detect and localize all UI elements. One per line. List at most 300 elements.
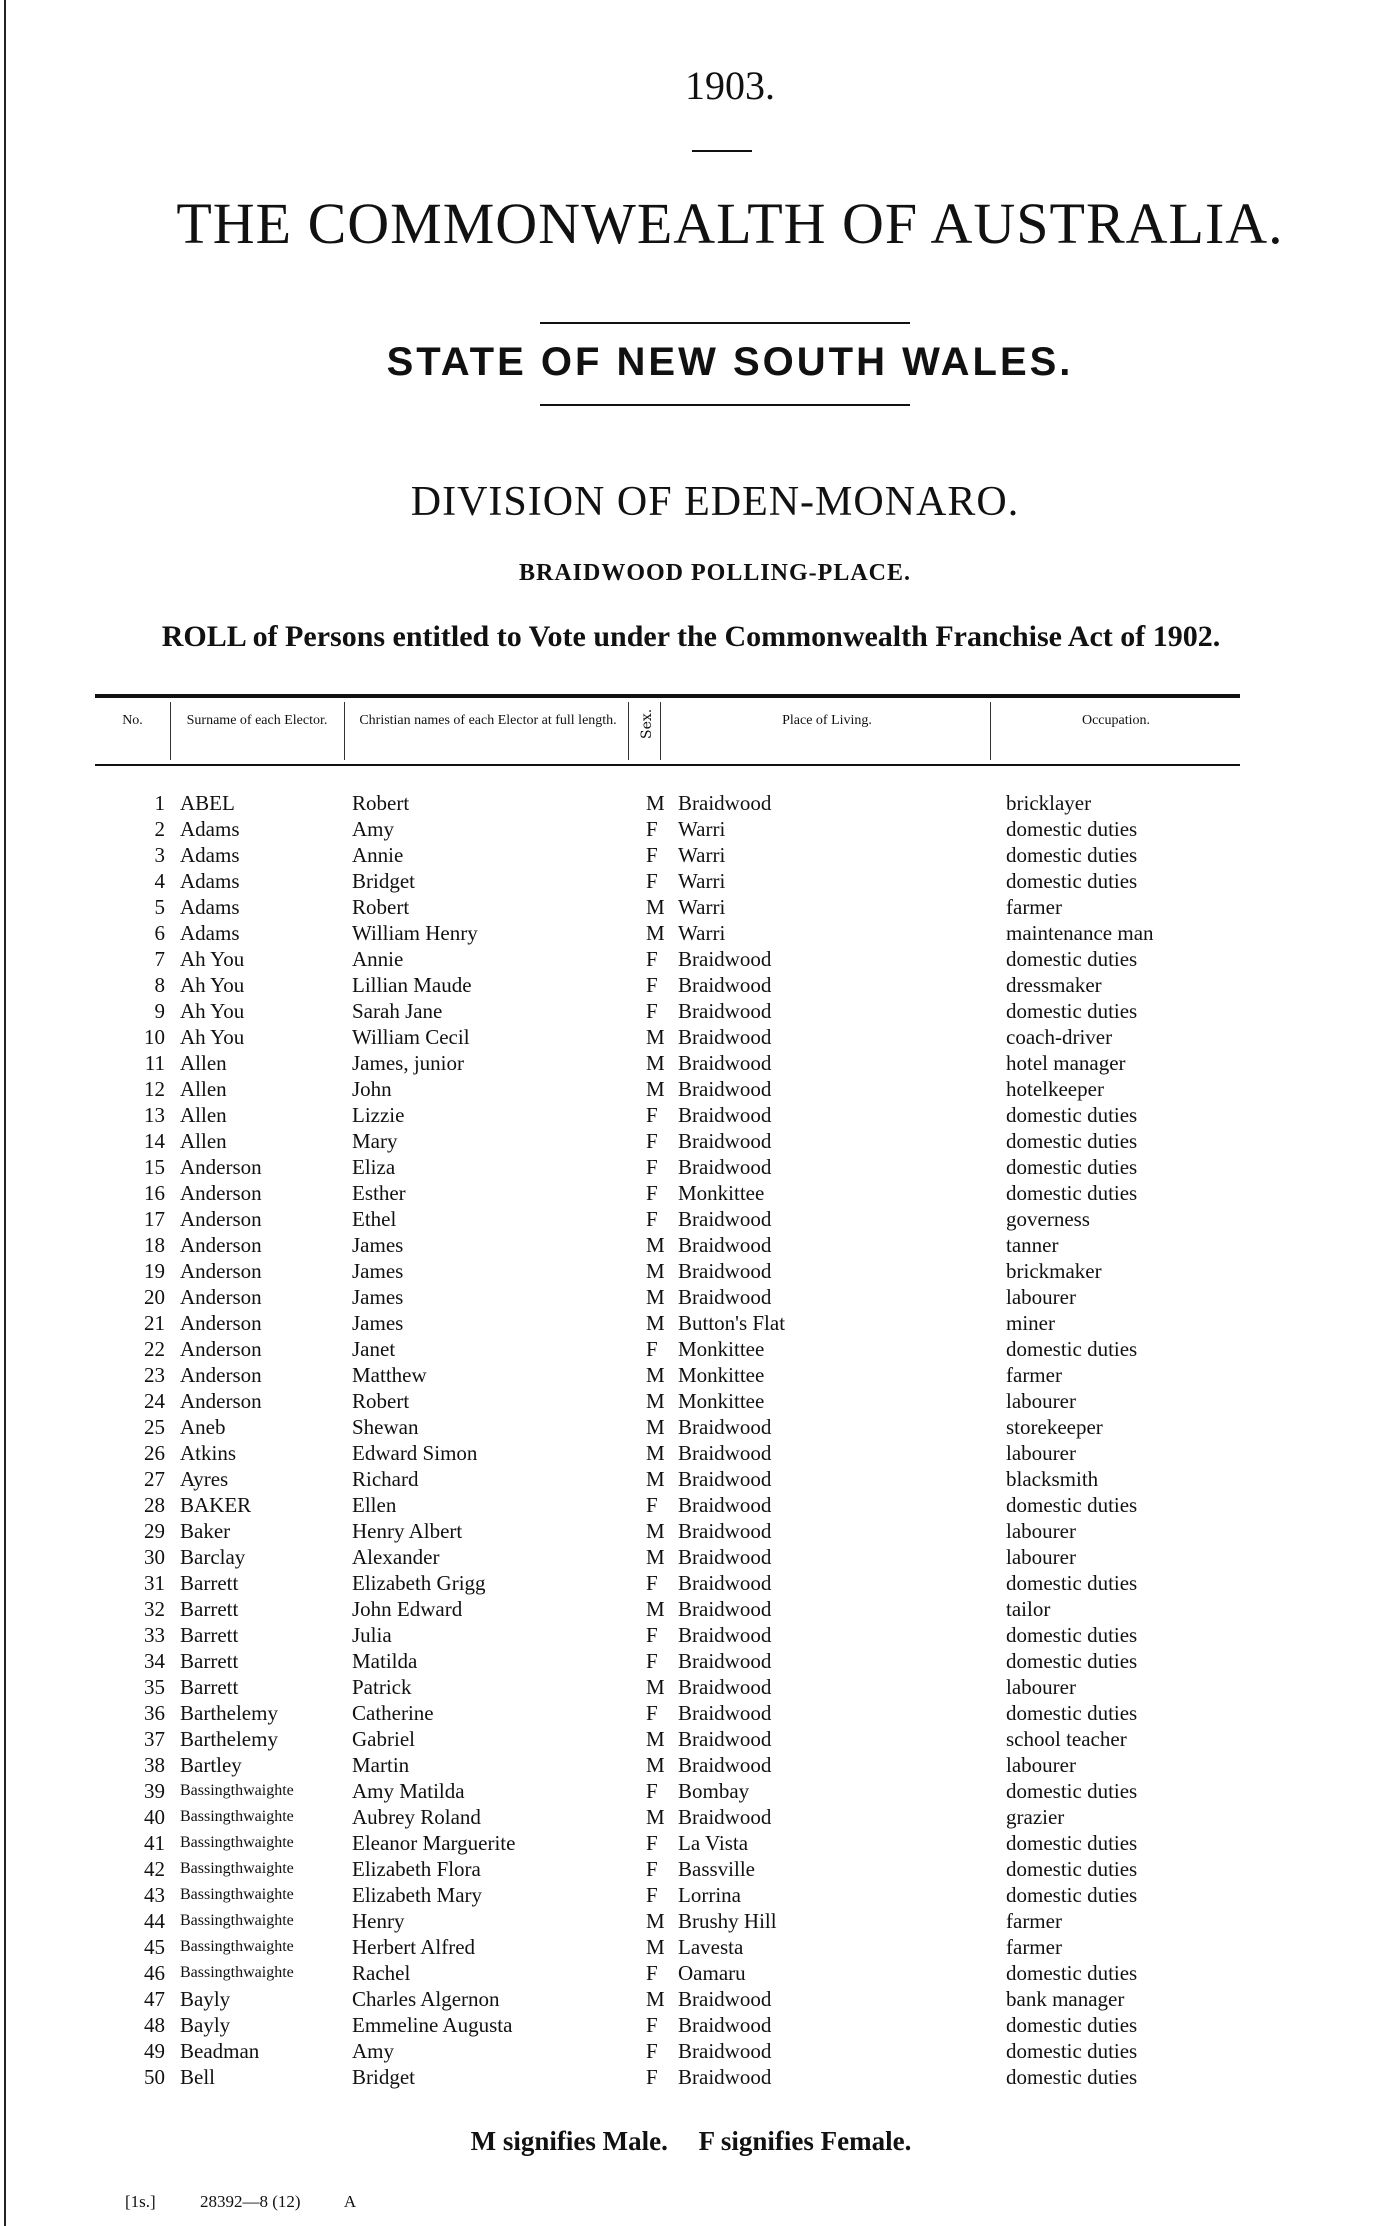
table-row xyxy=(0,2038,1382,2064)
row-occupation: domestic duties xyxy=(1006,2013,1138,2037)
column-separator xyxy=(170,702,171,760)
row-sex: M xyxy=(646,1311,665,1335)
table-row xyxy=(0,1284,1382,1310)
row-number: 5 xyxy=(154,895,165,919)
row-place-of-living: Bassville xyxy=(678,1857,755,1881)
row-number: 13 xyxy=(144,1103,165,1127)
row-christian-names: Annie xyxy=(352,947,404,971)
row-number: 1 xyxy=(154,791,165,815)
row-sex: M xyxy=(646,1051,665,1075)
row-place-of-living: Braidwood xyxy=(678,1675,772,1699)
row-christian-names: Robert xyxy=(352,1389,410,1413)
male-legend: M signifies Male. xyxy=(470,2126,668,2156)
row-sex: M xyxy=(646,1233,665,1257)
row-occupation: brickmaker xyxy=(1006,1259,1102,1283)
row-christian-names: Ethel xyxy=(352,1207,397,1231)
row-place-of-living: Braidwood xyxy=(678,1701,772,1725)
row-place-of-living: Braidwood xyxy=(678,1649,772,1673)
row-place-of-living: Warri xyxy=(678,817,726,841)
row-number: 47 xyxy=(144,1987,165,2011)
row-surname: Adams xyxy=(180,843,240,867)
row-occupation: tailor xyxy=(1006,1597,1051,1621)
row-christian-names: Eliza xyxy=(352,1155,396,1179)
row-occupation: domestic duties xyxy=(1006,1103,1138,1127)
row-occupation: domestic duties xyxy=(1006,1831,1138,1855)
row-christian-names: Shewan xyxy=(352,1415,419,1439)
table-row xyxy=(0,1544,1382,1570)
row-surname: Barrett xyxy=(180,1649,239,1673)
row-occupation: domestic duties xyxy=(1006,843,1138,867)
row-place-of-living: Monkittee xyxy=(678,1363,765,1387)
row-sex: M xyxy=(646,1077,665,1101)
column-separator xyxy=(344,702,345,760)
table-row xyxy=(0,790,1382,816)
row-occupation: school teacher xyxy=(1006,1727,1127,1751)
row-place-of-living: Lavesta xyxy=(678,1935,744,1959)
row-sex: F xyxy=(646,1961,658,1985)
table-row xyxy=(0,1362,1382,1388)
row-occupation: farmer xyxy=(1006,895,1062,919)
row-number: 12 xyxy=(144,1077,165,1101)
row-surname: Bell xyxy=(180,2065,215,2089)
row-number: 45 xyxy=(144,1935,165,1959)
table-row xyxy=(0,1856,1382,1882)
row-surname: Anderson xyxy=(180,1337,262,1361)
row-sex: F xyxy=(646,1883,658,1907)
row-sex: M xyxy=(646,1753,665,1777)
imprint-letter: A xyxy=(343,2192,357,2211)
table-row xyxy=(0,816,1382,842)
row-place-of-living: Braidwood xyxy=(678,2013,772,2037)
row-number: 41 xyxy=(144,1831,165,1855)
row-number: 18 xyxy=(144,1233,165,1257)
row-christian-names: Herbert Alfred xyxy=(352,1935,476,1959)
row-occupation: bank manager xyxy=(1006,1987,1125,2011)
row-surname: Anderson xyxy=(180,1389,262,1413)
row-place-of-living: La Vista xyxy=(678,1831,749,1855)
row-occupation: hotelkeeper xyxy=(1006,1077,1104,1101)
row-sex: F xyxy=(646,2039,658,2063)
row-occupation: domestic duties xyxy=(1006,1493,1138,1517)
row-occupation: labourer xyxy=(1006,1753,1076,1777)
row-sex: F xyxy=(646,1493,658,1517)
row-christian-names: Edward Simon xyxy=(352,1441,478,1465)
printer-imprint xyxy=(125,2192,396,2212)
imprint-code: 28392—8 (12) xyxy=(199,2192,301,2211)
row-number: 43 xyxy=(144,1883,165,1907)
row-surname: Adams xyxy=(180,921,240,945)
column-header-occupation: Occupation. xyxy=(1081,713,1151,728)
table-row xyxy=(0,2012,1382,2038)
table-row xyxy=(0,1596,1382,1622)
row-surname: Barrett xyxy=(180,1597,239,1621)
row-place-of-living: Braidwood xyxy=(678,1597,772,1621)
row-sex: F xyxy=(646,1571,658,1595)
row-occupation: labourer xyxy=(1006,1675,1076,1699)
table-row xyxy=(0,1492,1382,1518)
row-place-of-living: Braidwood xyxy=(678,1415,772,1439)
row-place-of-living: Monkittee xyxy=(678,1181,765,1205)
row-surname: Bassingthwaighte xyxy=(180,1938,294,1955)
row-place-of-living: Warri xyxy=(678,843,726,867)
row-surname: Allen xyxy=(180,1051,227,1075)
row-occupation: domestic duties xyxy=(1006,1337,1138,1361)
row-occupation: domestic duties xyxy=(1006,1181,1138,1205)
row-place-of-living: Bombay xyxy=(678,1779,750,1803)
row-occupation: domestic duties xyxy=(1006,1623,1138,1647)
row-sex: M xyxy=(646,1545,665,1569)
row-sex: F xyxy=(646,1129,658,1153)
row-christian-names: Matilda xyxy=(352,1649,418,1673)
row-surname: Anderson xyxy=(180,1155,262,1179)
table-row xyxy=(0,1700,1382,1726)
row-number: 3 xyxy=(154,843,165,867)
row-place-of-living: Monkittee xyxy=(678,1337,765,1361)
row-sex: M xyxy=(646,921,665,945)
row-number: 50 xyxy=(144,2065,165,2089)
table-row xyxy=(0,946,1382,972)
table-row xyxy=(0,1518,1382,1544)
row-surname: Bassingthwaighte xyxy=(180,1782,294,1799)
sex-legend xyxy=(0,2126,1382,2157)
row-place-of-living: Braidwood xyxy=(678,1025,772,1049)
row-christian-names: Mary xyxy=(352,1129,398,1153)
row-sex: F xyxy=(646,1337,658,1361)
row-surname: Bassingthwaighte xyxy=(180,1834,294,1851)
row-number: 31 xyxy=(144,1571,165,1595)
row-place-of-living: Braidwood xyxy=(678,1987,772,2011)
row-sex: F xyxy=(646,1831,658,1855)
row-sex: M xyxy=(646,1675,665,1699)
table-top-rule xyxy=(95,694,1240,698)
row-christian-names: Henry Albert xyxy=(352,1519,463,1543)
row-christian-names: Robert xyxy=(352,895,410,919)
row-christian-names: Gabriel xyxy=(352,1727,415,1751)
row-sex: F xyxy=(646,843,658,867)
row-place-of-living: Warri xyxy=(678,921,726,945)
table-row xyxy=(0,1622,1382,1648)
row-christian-names: Amy Matilda xyxy=(352,1779,465,1803)
row-occupation: labourer xyxy=(1006,1519,1076,1543)
table-row xyxy=(0,1128,1382,1154)
row-place-of-living: Braidwood xyxy=(678,1623,772,1647)
row-sex: M xyxy=(646,1415,665,1439)
row-christian-names: John xyxy=(352,1077,392,1101)
row-number: 6 xyxy=(154,921,165,945)
state-heading: STATE OF NEW SOUTH WALES. xyxy=(386,340,1074,384)
row-occupation: farmer xyxy=(1006,1909,1062,1933)
row-christian-names: Bridget xyxy=(352,2065,415,2089)
row-number: 27 xyxy=(144,1467,165,1491)
row-surname: ABEL xyxy=(180,791,235,815)
row-christian-names: Lillian Maude xyxy=(352,973,472,997)
row-number: 20 xyxy=(144,1285,165,1309)
row-sex: F xyxy=(646,947,658,971)
table-row xyxy=(0,1388,1382,1414)
row-surname: Anderson xyxy=(180,1285,262,1309)
table-header-rule xyxy=(95,764,1240,766)
divider-rule xyxy=(540,404,910,406)
row-christian-names: Matthew xyxy=(352,1363,427,1387)
row-place-of-living: Braidwood xyxy=(678,1155,772,1179)
row-place-of-living: Braidwood xyxy=(678,1129,772,1153)
row-surname: Allen xyxy=(180,1103,227,1127)
row-occupation: miner xyxy=(1006,1311,1055,1335)
row-place-of-living: Braidwood xyxy=(678,1571,772,1595)
imprint-price: [1s.] xyxy=(125,2192,156,2211)
row-christian-names: James xyxy=(352,1311,404,1335)
row-number: 2 xyxy=(154,817,165,841)
row-sex: F xyxy=(646,817,658,841)
row-place-of-living: Braidwood xyxy=(678,1051,772,1075)
row-number: 42 xyxy=(144,1857,165,1881)
row-occupation: domestic duties xyxy=(1006,999,1138,1023)
column-header-place-of-living: Place of Living. xyxy=(782,713,872,728)
table-row xyxy=(0,1648,1382,1674)
column-separator xyxy=(990,702,991,760)
row-place-of-living: Braidwood xyxy=(678,1285,772,1309)
row-sex: M xyxy=(646,1259,665,1283)
row-surname: Ah You xyxy=(180,973,245,997)
row-number: 4 xyxy=(154,869,165,893)
row-surname: Anderson xyxy=(180,1207,262,1231)
table-row xyxy=(0,1050,1382,1076)
row-christian-names: Henry xyxy=(352,1909,405,1933)
row-occupation: domestic duties xyxy=(1006,1779,1138,1803)
row-place-of-living: Braidwood xyxy=(678,1805,772,1829)
row-christian-names: Elizabeth Flora xyxy=(352,1857,481,1881)
row-christian-names: Patrick xyxy=(352,1675,412,1699)
row-christian-names: Amy xyxy=(352,2039,394,2063)
table-row xyxy=(0,1206,1382,1232)
row-number: 7 xyxy=(154,947,165,971)
row-number: 17 xyxy=(144,1207,165,1231)
row-surname: Anderson xyxy=(180,1259,262,1283)
row-surname: Barrett xyxy=(180,1623,239,1647)
row-christian-names: Rachel xyxy=(352,1961,411,1985)
row-place-of-living: Braidwood xyxy=(678,1545,772,1569)
column-header-surname: Surname of each Elector. xyxy=(186,713,328,728)
row-surname: Bassingthwaighte xyxy=(180,1808,294,1825)
row-surname: Bartley xyxy=(180,1753,242,1777)
row-christian-names: William Cecil xyxy=(352,1025,470,1049)
table-row xyxy=(0,1882,1382,1908)
row-surname: Bassingthwaighte xyxy=(180,1964,294,1981)
row-christian-names: Lizzie xyxy=(352,1103,405,1127)
table-row xyxy=(0,1232,1382,1258)
row-surname: Atkins xyxy=(180,1441,237,1465)
row-christian-names: James xyxy=(352,1259,404,1283)
table-row xyxy=(0,1752,1382,1778)
row-place-of-living: Braidwood xyxy=(678,1233,772,1257)
row-number: 38 xyxy=(144,1753,165,1777)
table-row xyxy=(0,894,1382,920)
row-occupation: domestic duties xyxy=(1006,1155,1138,1179)
row-surname: Anderson xyxy=(180,1233,262,1257)
table-row xyxy=(0,1778,1382,1804)
row-surname: Barclay xyxy=(180,1545,246,1569)
table-row xyxy=(0,1986,1382,2012)
table-row xyxy=(0,1908,1382,1934)
row-christian-names: Eleanor Marguerite xyxy=(352,1831,516,1855)
row-occupation: domestic duties xyxy=(1006,1701,1138,1725)
table-row xyxy=(0,1076,1382,1102)
row-occupation: hotel manager xyxy=(1006,1051,1126,1075)
table-row xyxy=(0,1336,1382,1362)
row-surname: Adams xyxy=(180,895,240,919)
row-surname: BAKER xyxy=(180,1493,252,1517)
row-sex: F xyxy=(646,1649,658,1673)
row-number: 32 xyxy=(144,1597,165,1621)
row-occupation: coach-driver xyxy=(1006,1025,1113,1049)
column-header-christian-names: Christian names of each Elector at full length. xyxy=(359,713,617,728)
row-place-of-living: Braidwood xyxy=(678,1753,772,1777)
row-occupation: tanner xyxy=(1006,1233,1059,1257)
polling-place-heading: BRAIDWOOD POLLING-PLACE. xyxy=(518,560,912,586)
row-christian-names: Aubrey Roland xyxy=(352,1805,481,1829)
row-sex: F xyxy=(646,973,658,997)
row-number: 48 xyxy=(144,2013,165,2037)
row-place-of-living: Braidwood xyxy=(678,1519,772,1543)
row-number: 16 xyxy=(144,1181,165,1205)
row-number: 15 xyxy=(144,1155,165,1179)
row-occupation: farmer xyxy=(1006,1935,1062,1959)
row-number: 9 xyxy=(154,999,165,1023)
row-occupation: domestic duties xyxy=(1006,1883,1138,1907)
row-sex: F xyxy=(646,1103,658,1127)
row-surname: Ah You xyxy=(180,1025,245,1049)
row-sex: F xyxy=(646,2065,658,2089)
row-sex: M xyxy=(646,1987,665,2011)
row-number: 35 xyxy=(144,1675,165,1699)
row-sex: M xyxy=(646,1389,665,1413)
row-place-of-living: Braidwood xyxy=(678,1207,772,1231)
row-occupation: domestic duties xyxy=(1006,1649,1138,1673)
row-christian-names: Esther xyxy=(352,1181,406,1205)
row-surname: Barthelemy xyxy=(180,1727,278,1751)
row-number: 25 xyxy=(144,1415,165,1439)
table-row xyxy=(0,1570,1382,1596)
row-christian-names: Sarah Jane xyxy=(352,999,443,1023)
row-number: 26 xyxy=(144,1441,165,1465)
table-row xyxy=(0,1024,1382,1050)
row-number: 19 xyxy=(144,1259,165,1283)
row-christian-names: Alexander xyxy=(352,1545,440,1569)
row-christian-names: Elizabeth Mary xyxy=(352,1883,483,1907)
row-sex: M xyxy=(646,791,665,815)
row-surname: Barrett xyxy=(180,1675,239,1699)
row-place-of-living: Button's Flat xyxy=(678,1311,786,1335)
row-sex: F xyxy=(646,869,658,893)
column-separator xyxy=(628,702,629,760)
row-place-of-living: Braidwood xyxy=(678,1441,772,1465)
row-number: 21 xyxy=(144,1311,165,1335)
row-occupation: domestic duties xyxy=(1006,947,1138,971)
row-sex: M xyxy=(646,895,665,919)
row-surname: Baker xyxy=(180,1519,231,1543)
row-occupation: grazier xyxy=(1006,1805,1065,1829)
row-surname: Anderson xyxy=(180,1363,262,1387)
table-row xyxy=(0,1934,1382,1960)
table-row xyxy=(0,868,1382,894)
row-occupation: domestic duties xyxy=(1006,2039,1138,2063)
division-heading: DIVISION OF EDEN-MONARO. xyxy=(410,479,1020,525)
row-sex: F xyxy=(646,1207,658,1231)
row-place-of-living: Brushy Hill xyxy=(678,1909,777,1933)
row-sex: M xyxy=(646,1909,665,1933)
roll-title: ROLL of Persons entitled to Vote under the Commonwealth Franchise Act of 1902. xyxy=(161,620,1221,653)
row-sex: M xyxy=(646,1519,665,1543)
row-christian-names: Martin xyxy=(352,1753,410,1777)
table-row xyxy=(0,920,1382,946)
row-christian-names: William Henry xyxy=(352,921,478,945)
divider-rule xyxy=(540,322,910,324)
row-place-of-living: Braidwood xyxy=(678,1467,772,1491)
row-occupation: bricklayer xyxy=(1006,791,1092,815)
row-christian-names: Elizabeth Grigg xyxy=(352,1571,486,1595)
row-number: 37 xyxy=(144,1727,165,1751)
row-number: 10 xyxy=(144,1025,165,1049)
row-place-of-living: Warri xyxy=(678,895,726,919)
column-header-no: No. xyxy=(122,713,143,728)
table-row xyxy=(0,2064,1382,2090)
row-place-of-living: Braidwood xyxy=(678,999,772,1023)
row-sex: F xyxy=(646,1857,658,1881)
table-row xyxy=(0,1674,1382,1700)
row-number: 30 xyxy=(144,1545,165,1569)
row-christian-names: Bridget xyxy=(352,869,415,893)
row-christian-names: Amy xyxy=(352,817,394,841)
row-surname: Adams xyxy=(180,869,240,893)
row-christian-names: James xyxy=(352,1233,404,1257)
column-header-sex: Sex. xyxy=(639,708,655,739)
row-christian-names: James xyxy=(352,1285,404,1309)
row-place-of-living: Lorrina xyxy=(678,1883,741,1907)
row-place-of-living: Braidwood xyxy=(678,1077,772,1101)
row-christian-names: James, junior xyxy=(352,1051,464,1075)
row-sex: M xyxy=(646,1727,665,1751)
row-occupation: labourer xyxy=(1006,1441,1076,1465)
row-occupation: domestic duties xyxy=(1006,1129,1138,1153)
row-number: 14 xyxy=(144,1129,165,1153)
row-surname: Ah You xyxy=(180,999,245,1023)
row-occupation: storekeeper xyxy=(1006,1415,1103,1439)
row-sex: F xyxy=(646,2013,658,2037)
row-surname: Anderson xyxy=(180,1311,262,1335)
row-place-of-living: Braidwood xyxy=(678,973,772,997)
row-surname: Barthelemy xyxy=(180,1701,278,1725)
row-number: 8 xyxy=(154,973,165,997)
row-number: 11 xyxy=(144,1051,165,1075)
table-row xyxy=(0,1310,1382,1336)
row-christian-names: Charles Algernon xyxy=(352,1987,500,2011)
row-number: 23 xyxy=(144,1363,165,1387)
row-occupation: labourer xyxy=(1006,1285,1076,1309)
table-row xyxy=(0,1102,1382,1128)
row-surname: Anderson xyxy=(180,1181,262,1205)
row-number: 49 xyxy=(144,2039,165,2063)
row-surname: Bayly xyxy=(180,2013,231,2037)
row-sex: M xyxy=(646,1441,665,1465)
row-occupation: farmer xyxy=(1006,1363,1062,1387)
commonwealth-title: THE COMMONWEALTH OF AUSTRALIA. xyxy=(176,191,1284,256)
row-number: 44 xyxy=(144,1909,165,1933)
row-occupation: domestic duties xyxy=(1006,1857,1138,1881)
row-sex: M xyxy=(646,1363,665,1387)
row-sex: F xyxy=(646,1155,658,1179)
row-christian-names: Janet xyxy=(352,1337,396,1361)
row-occupation: governess xyxy=(1006,1207,1090,1231)
